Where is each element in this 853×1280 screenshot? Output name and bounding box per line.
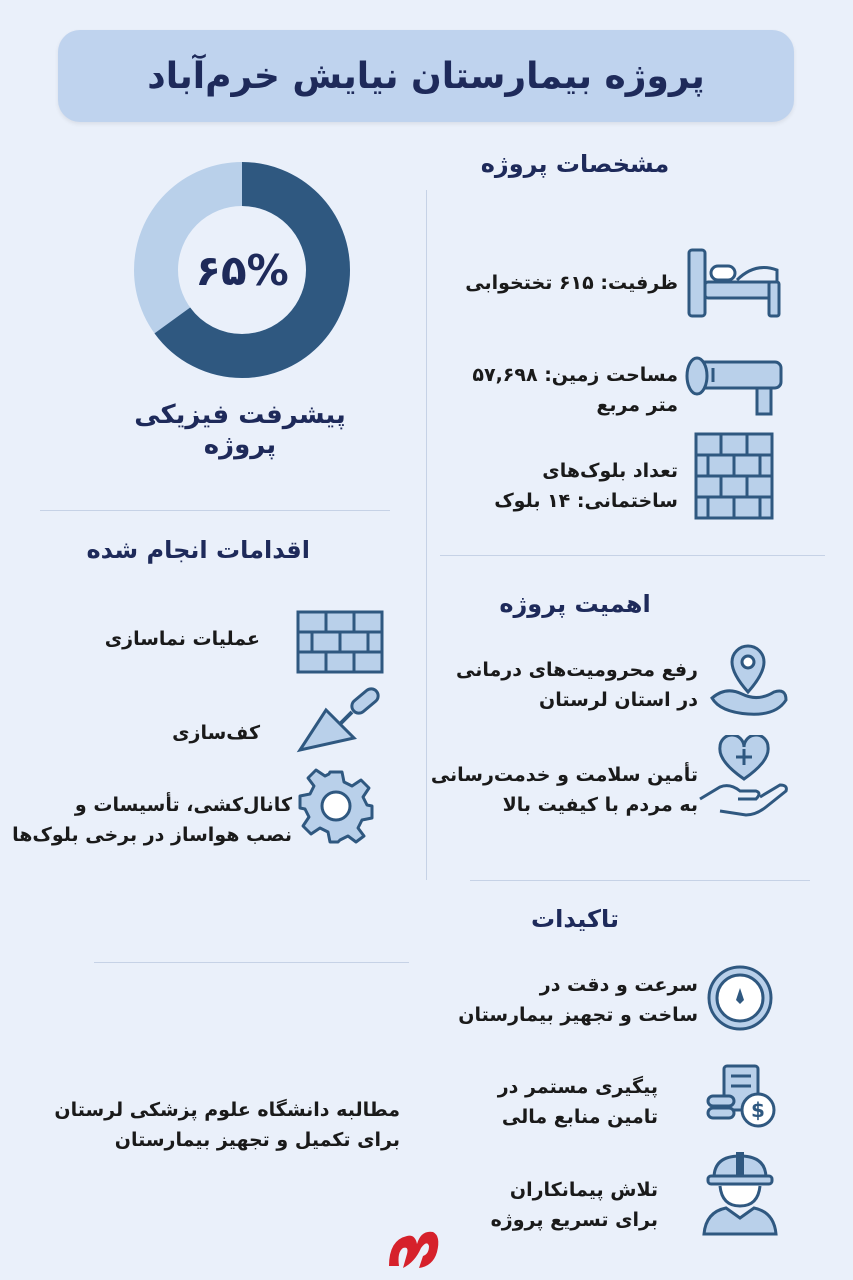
- land-area-icon: [683, 352, 787, 416]
- title-banner: [58, 30, 794, 122]
- done-item-3: [10, 790, 292, 850]
- importance-item-1-text: رفع محرومیت‌های درمانی در استان لرستان: [456, 659, 698, 711]
- divider-right-1: [440, 555, 825, 556]
- specs-heading: مشخصات پروژه: [480, 150, 670, 178]
- done-item-2-text: کف‌سازی: [172, 722, 260, 744]
- brick-wall-icon: [694, 432, 774, 520]
- divider-left-1: [40, 510, 390, 511]
- importance-item-2-text: تأمین سلامت و خدمت‌رسانی به مردم با کیفیت بالا: [430, 764, 698, 816]
- trowel-icon: [296, 686, 382, 754]
- spec-area-text: مساحت زمین: ۵۷,۶۹۸ متر مربع: [472, 364, 678, 416]
- mehr-logo-icon: [385, 1222, 441, 1270]
- done-item-1-text: عملیات نماسازی: [104, 628, 260, 650]
- clock-icon: [706, 964, 774, 1032]
- facade-brick-icon: [296, 610, 384, 674]
- money-icon: [704, 1062, 776, 1130]
- progress-donut: [132, 160, 352, 380]
- spec-capacity: [430, 268, 678, 298]
- gear-icon: [298, 768, 374, 844]
- divider-right-2: [470, 880, 810, 881]
- emphasis-item-2: [430, 1072, 658, 1132]
- worker-icon: [700, 1150, 780, 1236]
- done-item-2: [20, 718, 260, 748]
- bed-icon: [685, 248, 785, 320]
- importance-item-1: [430, 655, 698, 715]
- progress-percent: ۶۵%: [195, 245, 289, 295]
- request-note-text: مطالبه دانشگاه علوم پزشکی لرستان برای تکمیل و تجهیز بیمارستان: [54, 1099, 400, 1151]
- emphasis-item-1-text: سرعت و دقت در ساخت و تجهیز بیمارستان: [458, 974, 698, 1026]
- request-note: [20, 1095, 400, 1155]
- spec-blocks-text: تعداد بلوک‌های ساختمانی: ۱۴ بلوک: [494, 460, 678, 512]
- emphasis-item-3: [430, 1175, 658, 1235]
- importance-item-2: [430, 760, 698, 820]
- done-item-1: [20, 624, 260, 654]
- svg-text:$: $: [751, 1098, 765, 1122]
- progress-caption: پیشرفت فیزیکی پروژه: [134, 400, 346, 460]
- location-map-icon: [706, 642, 790, 718]
- emphasis-heading: تاکیدات: [531, 905, 619, 933]
- health-care-hand-icon: [696, 735, 792, 821]
- emphasis-item-1: [430, 970, 698, 1030]
- done-heading: اقدامات انجام شده: [86, 536, 310, 564]
- emphasis-item-2-text: پیگیری مستمر در تامین منابع مالی: [497, 1076, 658, 1128]
- spec-capacity-text: ظرفیت: ۶۱۵ تختخوابی: [465, 272, 678, 294]
- emphasis-item-3-text: تلاش پیمانکاران برای تسریع پروژه: [490, 1179, 658, 1231]
- page-title: پروژه بیمارستان نیایش خرم‌آباد: [147, 55, 705, 97]
- importance-heading: اهمیت پروژه: [499, 590, 651, 618]
- spec-blocks: [430, 456, 678, 516]
- spec-area: [430, 360, 678, 420]
- divider-left-2: [94, 962, 409, 963]
- done-item-3-text: کانال‌کشی، تأسیسات و نصب هواساز در برخی بلوک‌ها: [12, 794, 292, 846]
- center-divider: [426, 190, 427, 880]
